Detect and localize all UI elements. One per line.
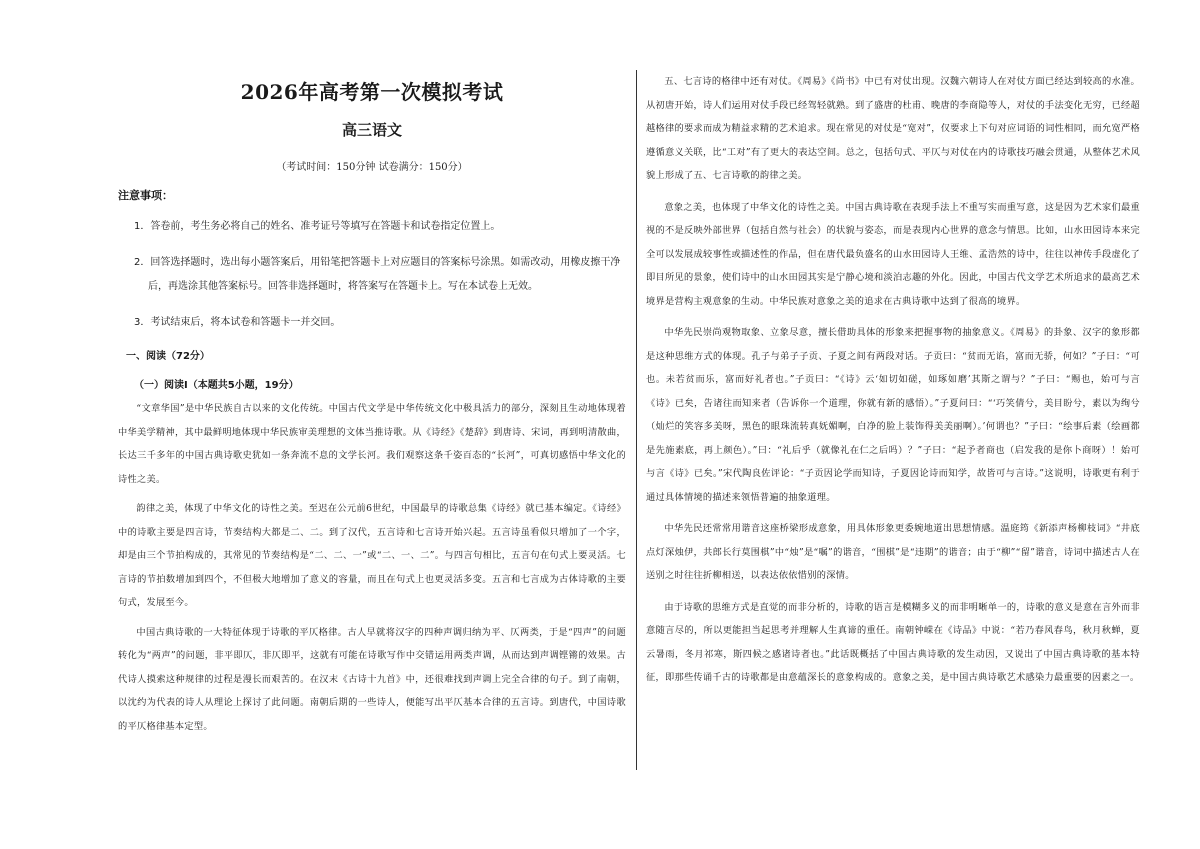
body-paragraph: 中华先民还常常用谐音这座桥梁形成意象，用具体形象更委婉地道出思想情感。温庭筠《新添声杨柳枝词》“井底点灯深烛伊，共郎长行莫围棋”中“烛”是“嘱”的谐音，“围棋”是“违期”的谐音；由于“柳”“留”谐音，诗词中描述古人在送别之时往往折柳相送，以表达依依惜别的深情。 bbox=[646, 523, 1140, 581]
column-divider bbox=[636, 70, 637, 770]
body-paragraph: 意象之美，也体现了中华文化的诗性之美。中国古典诗歌在表现手法上不重写实而重写意，这是因为艺术家们最重视的不是反映外部世界（包括自然与社会）的状貌与姿态，而是表现内心世界的意念与情思。比如，山水田园诗本来完全可以发展成较事性或描述性的作品，但在唐代最负盛名的山水田园诗人王维、孟浩然的诗中，往往以神传手段虚化了即目所见的景象，使们诗中的山水田园其实是宁静心境和淡泊志趣的外化。因此，中国古代文学艺术所追求的最高艺术境界是营构主观意象的生动。中华民族对意象之美的追求在古典诗歌中达到了很高的境界。 bbox=[646, 201, 1140, 307]
body-paragraph: 中华先民崇尚观物取象、立象尽意，擅长借助具体的形象来把握事物的抽象意义。《周易》的卦象、汉字的象形都是这种思维方式的体现。孔子与弟子子贡、子夏之间有两段对话。子贡曰：“贫而无谄，富而无骄，何如？”子曰：“可也。未若贫而乐，富而好礼者也。”子贡曰：“《诗》云‘如切如磋，如琢如磨’其斯之谓与？”子曰：“赐也，始可与言《诗》已矣，告诸往而知来者（告诉你一个道理，你就有新的感悟）。”子夏问曰：“‘巧笑倩兮，美目盼兮，素以为绚兮（灿烂的笑容多美呀，黑色的眼珠流转真妩媚啊，白净的脸上装饰得美美丽啊）。’何谓也？”子曰：“绘事后素（绘画都是先施素底，再上颜色）。”曰：“礼后乎（就像礼在仁之后吗）？”子曰：“起予者商也（启发我的是你卜商呀）！始可与言《诗》已矣。”宋代陶良佐评论：“子贡因论学而知诗，子夏因论诗而知学，故皆可与言诗。”这说明，诗歌更有利于通过具体情境的描述来领悟普遍的抽象道理。 bbox=[646, 327, 1140, 503]
body-paragraph: 五、七言诗的格律中还有对仗。《周易》《尚书》中已有对仗出现。汉魏六朝诗人在对仗方面已经达到较高的水准。从初唐开始，诗人们运用对仗手段已经驾轻就熟。到了盛唐的杜甫、晚唐的李商隐等人，对仗的手法变化无穷，已经超越格律的要求而成为精益求精的艺术追求。现在常见的对仗是“宽对”，仅要求上下句对应词语的词性相同，而允宽严格遵循意义关联，比“工对”有了更大的表达空间。总之，包括句式、平仄与对仗在内的诗歌技巧融会贯通，从整体艺术风貌上形成了五、七言诗歌的韵律之美。 bbox=[646, 76, 1140, 181]
notice-heading: 注意事项： bbox=[118, 189, 173, 202]
body-paragraph: 韵律之美，体现了中华文化的诗性之美。至迟在公元前6世纪，中国最早的诗歌总集《诗经》就已基本编定。《诗经》中的诗歌主要是四言诗，节奏结构大都是二、二。到了汉代，五言诗和七言诗开始兴起。五言诗虽看似只增加了一个字，却是由三个节拍构成的，其常见的节奏结构是“二、二、一”或“二、一、二”。与四言句相比，五言句在句式上要灵活。七言诗的节拍数增加到四个，不但极大地增加了意义的容量，而且在句式上也更灵活多变。五言和七言成为古体诗歌的主要句式，发展至今。 bbox=[118, 503, 626, 608]
left-column bbox=[118, 76, 626, 738]
section-heading: 一、阅读（72分） bbox=[126, 351, 210, 362]
right-column bbox=[646, 70, 1140, 698]
exam-title: 2026年高考第一次模拟考试 bbox=[240, 80, 504, 104]
section-subheading: （一）阅读Ⅰ（本题共5小题，19分） bbox=[134, 380, 299, 391]
notice-item: 3．考试结束后，将本试卷和答题卡一并交回。 bbox=[134, 317, 341, 328]
notice-item: 2．回答选择题时，选出每小题答案后，用铅笔把答题卡上对应题目的答案标号涂黑。如需改动，用橡皮擦干净后，再选涂其他答案标号。回答非选择题时，将答案写在答题卡上。写在本试卷上无效。 bbox=[134, 257, 621, 292]
body-paragraph: 中国古典诗歌的一大特征体现于诗歌的平仄格律。古人早就将汉字的四种声调归纳为平、仄两类，于是“四声”的问题转化为“两声”的问题，非平即仄，非仄即平，这就有可能在诗歌写作中交错运用两类声调，从而达到声调铿锵的效果。古代诗人摸索这种规律的过程是漫长而艰苦的。在汉末《古诗十九首》中，还很难找到声调上完全合律的句子。到了南朝，以沈约为代表的诗人从理论上探讨了此问题。南朝后期的一些诗人，便能写出平仄基本合律的五言诗。到唐代，中国诗歌的平仄格律基本定型。 bbox=[118, 626, 626, 732]
exam-info: （考试时间：150分钟 试卷满分：150分） bbox=[276, 162, 468, 173]
notice-item: 1．答卷前，考生务必将自己的姓名、准考证号等填写在答题卡和试卷指定位置上。 bbox=[134, 221, 501, 232]
body-paragraph: 由于诗歌的思维方式是直觉的而非分析的，诗歌的语言是模糊多义的而非明晰单一的，诗歌的意义是意在言外而非意随言尽的，所以更能担当起思考并理解人生真谛的重任。南朝钟嵘在《诗品》中说：“若乃春风春鸟，秋月秋蝉，夏云暑雨，冬月祁寒，斯四候之感诸诗者也。”此话既概括了中国古典诗歌的发生动因，又说出了中国古典诗歌的基本特征，即那些传诵千古的诗歌都是由意蕴深长的意象构成的。意象之美，是中国古典诗歌艺术感染力最重要的因素之一。 bbox=[646, 601, 1140, 683]
exam-subtitle: 高三语文 bbox=[341, 121, 402, 139]
body-paragraph: “文章华国”是中华民族自古以来的文化传统。中国古代文学是中华传统文化中极具活力的部分，深刻且生动地体现着中华美学精神，其中最鲜明地体现中华民族审美理想的文体当推诗歌。从《诗经》《楚辞》到唐诗、宋词，再到明清散曲，长达三千多年的中国古典诗歌史犹如一条奔流不息的文学长河。我们观察这条千姿百态的“长河”，可真切感悟中华文化的诗性之美。 bbox=[118, 403, 626, 485]
